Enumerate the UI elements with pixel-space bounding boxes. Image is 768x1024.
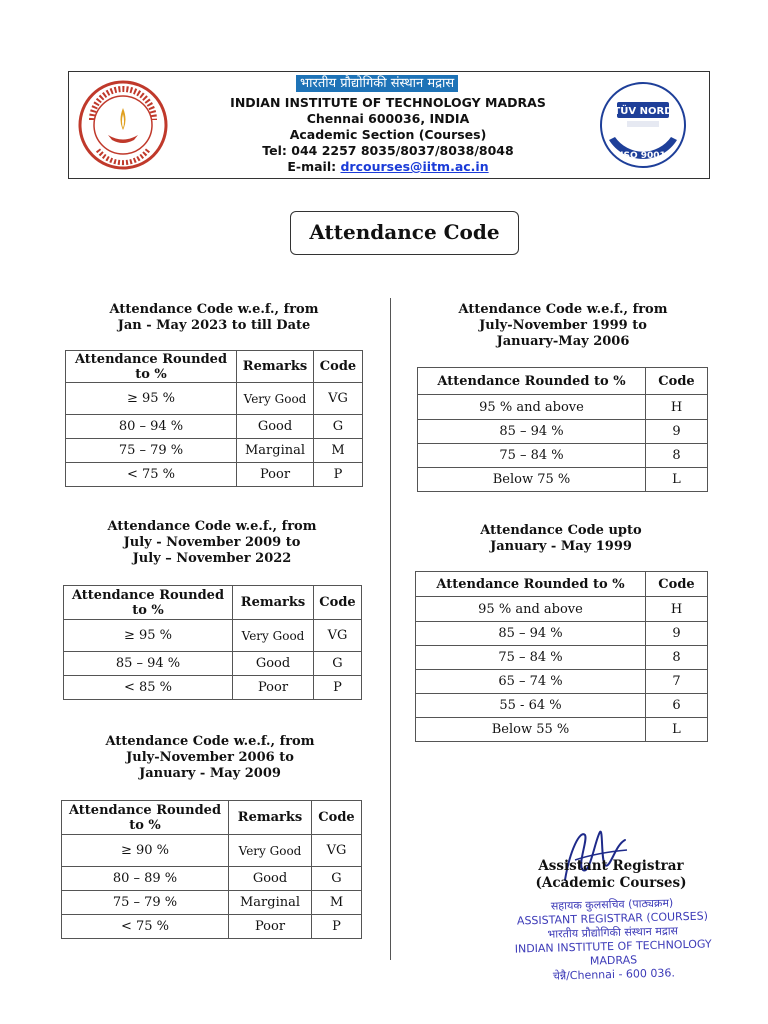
cell-code: G (314, 652, 362, 676)
header-attendance: Attendance Rounded to % (416, 572, 646, 597)
cell-attendance: 85 – 94 % (416, 622, 646, 646)
cell-code: 8 (646, 646, 708, 670)
table-1999 (417, 367, 708, 492)
table-row (418, 395, 708, 420)
table-row (416, 670, 708, 694)
cell-attendance: ≥ 95 % (64, 620, 233, 652)
cell-attendance: 95 % and above (416, 597, 646, 622)
header-code: Code (314, 586, 362, 620)
table-upto1999 (415, 571, 708, 742)
section-2023-title-line2: Jan - May 2023 to till Date (117, 318, 311, 333)
cell-code: VG (314, 383, 363, 415)
section-1999-title-line3: January-May 2006 (496, 334, 630, 349)
header-attendance: Attendance Rounded to % (418, 368, 646, 395)
cell-code: L (646, 468, 708, 492)
section-2009-title-line2: July - November 2009 to (123, 535, 301, 550)
cell-code: 6 (646, 694, 708, 718)
hindi-institute-name: भारतीय प्रौद्योगिकी संस्थान मद्रास (296, 75, 458, 92)
section-2006-title-line1: Attendance Code w.e.f., from (105, 734, 315, 749)
letterhead (68, 71, 710, 179)
cell-code: 9 (646, 622, 708, 646)
cell-code: P (312, 915, 362, 939)
header-remarks: Remarks (229, 801, 312, 835)
cell-attendance: ≥ 95 % (66, 383, 237, 415)
section-1999-title (418, 302, 708, 350)
cell-remarks: Poor (233, 676, 314, 700)
table-row (416, 646, 708, 670)
signatory-title: Assistant Registrar (538, 858, 684, 874)
header-code: Code (314, 351, 363, 383)
tuv-nord-iso-logo-icon (591, 80, 695, 170)
iit-madras-emblem-icon (78, 80, 168, 170)
cell-remarks: Good (237, 415, 314, 439)
table-row (64, 652, 362, 676)
official-stamp (497, 895, 729, 985)
table-row (416, 718, 708, 742)
cell-code: G (312, 867, 362, 891)
cell-remarks: Very Good (229, 835, 312, 867)
header-code: Code (312, 801, 362, 835)
cell-remarks: Poor (237, 463, 314, 487)
cell-code: P (314, 463, 363, 487)
cell-attendance: 80 – 89 % (62, 867, 229, 891)
cell-attendance: 85 – 94 % (418, 420, 646, 444)
cell-attendance: < 75 % (66, 463, 237, 487)
cell-attendance: 75 – 79 % (62, 891, 229, 915)
table-row (418, 420, 708, 444)
cell-attendance: 75 – 84 % (418, 444, 646, 468)
section-name: Academic Section (Courses) (289, 127, 487, 142)
cell-attendance: ≥ 90 % (62, 835, 229, 867)
cell-code: M (314, 439, 363, 463)
section-2009-title-line1: Attendance Code w.e.f., from (107, 519, 317, 534)
signatory-block (521, 858, 701, 892)
cell-code: VG (314, 620, 362, 652)
signatory-dept: (Academic Courses) (535, 875, 687, 891)
stamp-line-city: चेन्नै/Chennai - 600 036. (552, 966, 676, 983)
cell-remarks: Poor (229, 915, 312, 939)
table-row (62, 867, 362, 891)
svg-text:TÜV NORD: TÜV NORD (613, 106, 673, 117)
table-row (416, 597, 708, 622)
table-2009 (63, 585, 362, 700)
header-remarks: Remarks (237, 351, 314, 383)
cell-code: 9 (646, 420, 708, 444)
header-code: Code (646, 368, 708, 395)
cell-code: 8 (646, 444, 708, 468)
section-upto1999-title (416, 523, 706, 555)
table-row (62, 835, 362, 867)
cell-remarks: Marginal (237, 439, 314, 463)
section-2006-title-line3: January - May 2009 (139, 766, 281, 781)
cell-remarks: Good (229, 867, 312, 891)
cell-attendance: Below 55 % (416, 718, 646, 742)
cell-code: H (646, 597, 708, 622)
cell-attendance: 75 – 79 % (66, 439, 237, 463)
section-2009-title (64, 519, 360, 567)
table-row (62, 915, 362, 939)
table-row (66, 463, 363, 487)
table-row (416, 622, 708, 646)
header-code: Code (646, 572, 708, 597)
table-row (64, 676, 362, 700)
cell-code: VG (312, 835, 362, 867)
section-2023-title (66, 302, 362, 334)
table-row (418, 444, 708, 468)
svg-text:ISO 9001: ISO 9001 (620, 151, 666, 161)
cell-remarks: Very Good (233, 620, 314, 652)
section-1999-title-line2: July-November 1999 to (479, 318, 647, 333)
column-divider (390, 298, 391, 960)
cell-attendance: 85 – 94 % (64, 652, 233, 676)
table-row (64, 620, 362, 652)
telephone: Tel: 044 2257 8035/8037/8038/8048 (262, 143, 514, 158)
cell-code: 7 (646, 670, 708, 694)
cell-attendance: < 75 % (62, 915, 229, 939)
cell-attendance: Below 75 % (418, 468, 646, 492)
section-upto1999-title-line1: Attendance Code upto (480, 523, 642, 538)
cell-attendance: 80 – 94 % (66, 415, 237, 439)
institute-address: Chennai 600036, INDIA (306, 111, 470, 126)
email-label: E-mail: (287, 159, 337, 174)
cell-attendance: 95 % and above (418, 395, 646, 420)
stamp-line-title: ASSISTANT REGISTRAR (COURSES) (516, 909, 709, 928)
cell-remarks: Very Good (237, 383, 314, 415)
section-2006-title-line2: July-November 2006 to (126, 750, 294, 765)
table-row (66, 383, 363, 415)
cell-attendance: 55 - 64 % (416, 694, 646, 718)
cell-code: P (314, 676, 362, 700)
header-attendance: Attendance Rounded to % (62, 801, 229, 835)
email-line (179, 159, 597, 174)
table-2006 (61, 800, 362, 939)
table-row (66, 415, 363, 439)
cell-code: H (646, 395, 708, 420)
header-attendance: Attendance Rounded to % (64, 586, 233, 620)
header-attendance: Attendance Rounded to % (66, 351, 237, 383)
section-1999-title-line1: Attendance Code w.e.f., from (458, 302, 668, 317)
cell-attendance: < 85 % (64, 676, 233, 700)
stamp-line-hindi-institute: भारतीय प्रौद्योगिकी संस्थान मद्रास (547, 924, 679, 941)
table-row (416, 694, 708, 718)
institute-name: INDIAN INSTITUTE OF TECHNOLOGY MADRAS (230, 95, 546, 110)
page-title: Attendance Code (290, 211, 519, 255)
cell-attendance: 65 – 74 % (416, 670, 646, 694)
cell-code: M (312, 891, 362, 915)
table-2023 (65, 350, 363, 487)
table-row (418, 468, 708, 492)
section-2009-title-line3: July – November 2022 (132, 551, 292, 566)
stamp-line-hindi-title: सहायक कुलसचिव (पाठ्यक्रम) (550, 896, 674, 913)
section-upto1999-title-line2: January - May 1999 (490, 539, 632, 554)
email-link[interactable]: drcourses@iitm.ac.in (340, 159, 489, 174)
header-remarks: Remarks (233, 586, 314, 620)
cell-code: G (314, 415, 363, 439)
cell-remarks: Marginal (229, 891, 312, 915)
table-row (66, 439, 363, 463)
table-row (62, 891, 362, 915)
cell-remarks: Good (233, 652, 314, 676)
section-2006-title (62, 734, 358, 782)
cell-attendance: 75 – 84 % (416, 646, 646, 670)
cell-code: L (646, 718, 708, 742)
section-2023-title-line1: Attendance Code w.e.f., from (109, 302, 319, 317)
stamp-line-institute: INDIAN INSTITUTE OF TECHNOLOGY MADRAS (514, 937, 712, 968)
